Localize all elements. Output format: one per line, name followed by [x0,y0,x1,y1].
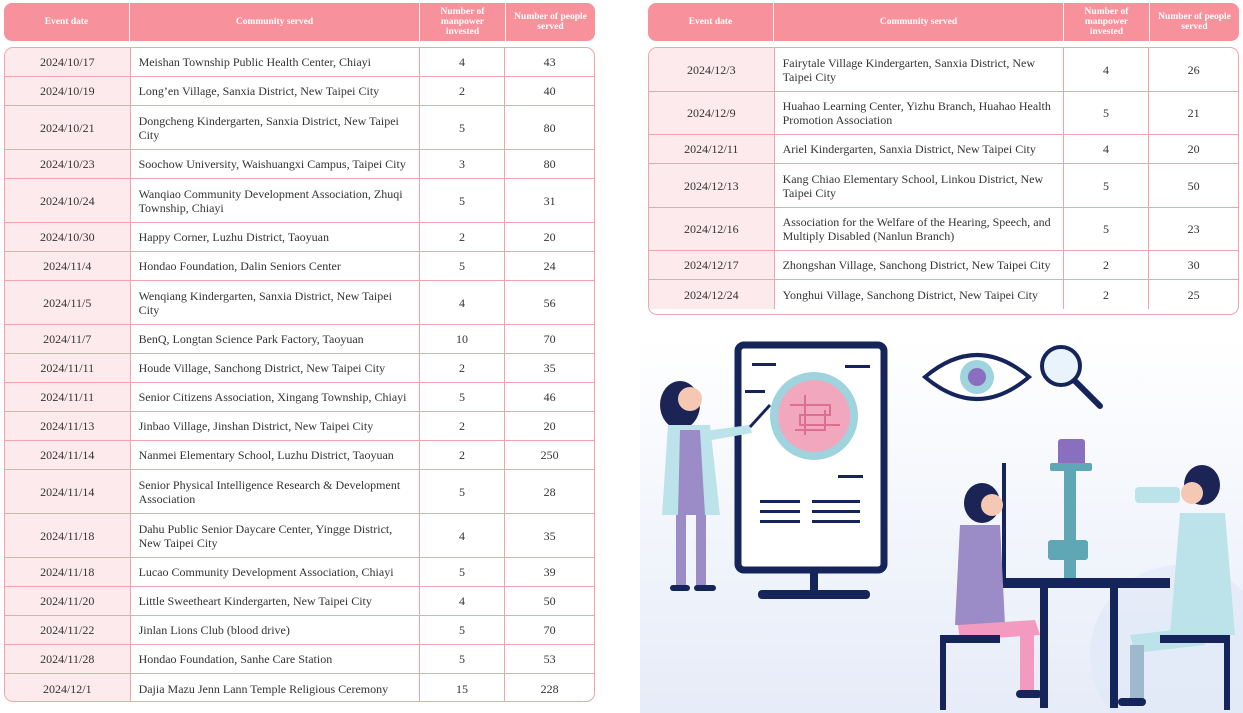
exam-table [990,578,1170,588]
table-row [5,223,594,252]
people-served-cell: 20 [543,419,556,433]
manpower-cell: 2 [1064,251,1150,279]
event-date-cell: 2024/10/21 [5,106,131,149]
right-table [648,3,1239,315]
event-date-cell: 2024/11/4 [5,252,131,280]
people-served-cell: 46 [543,390,556,404]
people-served-cell: 28 [543,484,556,499]
table-row [5,383,594,412]
community-cell: Wenqiang Kindergarten, Sanxia District, New Taipei City [131,281,420,324]
community-cell: Jinbao Village, Jinshan District, New Taipei City [131,412,420,440]
people-served-cell: 53 [543,652,556,666]
eye-exam-illustration [640,335,1243,713]
people-served-cell: 21 [1187,106,1200,120]
people-served-cell: 35 [543,528,556,543]
table-row [649,135,1238,164]
left-table-header [4,3,595,41]
table-row [5,77,594,106]
table-row [5,281,594,325]
event-date-cell: 2024/10/17 [5,48,131,76]
table-row [5,150,594,179]
people-served-cell: 70 [543,332,556,346]
manpower-cell: 4 [420,48,506,76]
table-row [5,514,594,558]
event-date-cell: 2024/11/28 [5,645,131,673]
header-people-served: Number of people served [514,12,587,32]
event-date-cell: 2024/11/11 [5,383,131,411]
event-date-cell: 2024/12/17 [649,251,775,279]
community-cell: Nanmei Elementary School, Luzhu District, Taoyuan [131,441,420,469]
community-cell: Kang Chiao Elementary School, Linkou District, New Taipei City [775,164,1064,207]
manpower-cell: 5 [1064,208,1150,250]
table-row [5,645,594,674]
table-row [5,441,594,470]
header-event-date: Event date [4,3,130,41]
manpower-cell: 4 [420,587,506,615]
people-served-cell: 35 [543,361,556,375]
community-cell: Lucao Community Development Association, Chiayi [131,558,420,586]
manpower-cell: 2 [1064,280,1150,309]
event-date-cell: 2024/12/9 [649,92,775,134]
people-served-cell: 70 [543,623,556,637]
community-cell: Wanqiao Community Development Association, Zhuqi Township, Chiayi [131,179,420,222]
manpower-cell: 2 [420,441,506,469]
table-row [649,164,1238,208]
community-cell: Little Sweetheart Kindergarten, New Taipei City [131,587,420,615]
people-served-cell: 20 [1187,142,1200,156]
table-row [5,252,594,281]
community-cell: Dajia Mazu Jenn Lann Temple Religious Ceremony [131,674,420,702]
table-row [5,470,594,514]
community-cell: Fairytale Village Kindergarten, Sanxia District, New Taipei City [775,48,1064,91]
left-table [4,3,595,703]
manpower-cell: 4 [420,281,506,324]
people-served-cell: 31 [543,193,556,208]
community-cell: Houde Village, Sanchong District, New Taipei City [131,354,420,382]
header-community-served: Community served [774,3,1064,41]
event-date-cell: 2024/11/18 [5,514,131,557]
header-people-served: Number of people served [1158,12,1231,32]
event-date-cell: 2024/12/11 [649,135,775,163]
table-row [649,280,1238,309]
manpower-cell: 2 [420,77,506,105]
manpower-cell: 2 [420,412,506,440]
community-cell: Jinlan Lions Club (blood drive) [131,616,420,644]
community-cell: Senior Citizens Association, Xingang Township, Chiayi [131,383,420,411]
community-cell: Dahu Public Senior Daycare Center, Yingge District, New Taipei City [131,514,420,557]
people-served-cell: 250 [540,448,559,462]
community-cell: Association for the Welfare of the Hearing, Speech, and Multiply Disabled (Nanlun Branch) [775,208,1064,250]
event-date-cell: 2024/11/22 [5,616,131,644]
community-cell: Hondao Foundation, Sanhe Care Station [131,645,420,673]
people-served-cell: 23 [1187,222,1200,236]
manpower-cell: 4 [420,514,506,557]
table-row [5,412,594,441]
people-served-cell: 50 [543,594,556,608]
event-date-cell: 2024/10/19 [5,77,131,105]
left-table-body [4,47,595,702]
people-served-cell: 228 [540,681,559,696]
community-cell: Meishan Township Public Health Center, Chiayi [131,48,420,76]
manpower-cell: 4 [1064,48,1150,91]
event-date-cell: 2024/12/3 [649,48,775,91]
community-cell: Zhongshan Village, Sanchong District, New Taipei City [775,251,1064,279]
community-cell: BenQ, Longtan Science Park Factory, Taoyuan [131,325,420,353]
event-date-cell: 2024/10/23 [5,150,131,178]
event-date-cell: 2024/11/7 [5,325,131,353]
right-table-body [648,47,1239,315]
community-cell: Yonghui Village, Sanchong District, New Taipei City [775,280,1064,309]
community-cell: Huahao Learning Center, Yizhu Branch, Huahao Health Promotion Association [775,92,1064,134]
event-date-cell: 2024/11/11 [5,354,131,382]
event-date-cell: 2024/11/14 [5,470,131,513]
table-row [649,208,1238,251]
table-row [649,251,1238,280]
table-row [5,48,594,77]
header-community-served: Community served [130,3,420,41]
people-served-cell: 56 [543,295,556,310]
manpower-cell: 5 [420,616,506,644]
table-row [649,48,1238,92]
header-manpower: Number of manpower invested [1064,3,1150,41]
people-served-cell: 39 [543,565,556,579]
manpower-cell: 10 [420,325,506,353]
manpower-cell: 5 [420,252,506,280]
community-cell: Long’en Village, Sanxia District, New Taipei City [131,77,420,105]
people-served-cell: 50 [1187,178,1200,193]
community-cell: Senior Physical Intelligence Research & Development Association [131,470,420,513]
event-date-cell: 2024/11/20 [5,587,131,615]
event-date-cell: 2024/10/30 [5,223,131,251]
table-row [5,616,594,645]
event-date-cell: 2024/11/13 [5,412,131,440]
people-served-cell: 80 [543,157,556,171]
people-served-cell: 25 [1187,287,1200,302]
table-row [5,354,594,383]
table-row [649,92,1238,135]
header-event-date: Event date [648,3,774,41]
event-date-cell: 2024/12/16 [649,208,775,250]
event-date-cell: 2024/10/24 [5,179,131,222]
manpower-cell: 5 [420,645,506,673]
people-served-cell: 40 [543,84,556,98]
community-cell: Soochow University, Waishuangxi Campus, Taipei City [131,150,420,178]
manpower-cell: 5 [420,179,506,222]
people-served-cell: 24 [543,259,556,273]
manpower-cell: 5 [1064,92,1150,134]
people-served-cell: 26 [1187,62,1200,77]
community-cell: Happy Corner, Luzhu District, Taoyuan [131,223,420,251]
manpower-cell: 5 [420,470,506,513]
community-cell: Hondao Foundation, Dalin Seniors Center [131,252,420,280]
event-date-cell: 2024/11/5 [5,281,131,324]
manpower-cell: 5 [420,558,506,586]
event-date-cell: 2024/12/13 [649,164,775,207]
manpower-cell: 5 [1064,164,1150,207]
people-served-cell: 80 [543,120,556,135]
event-date-cell: 2024/11/18 [5,558,131,586]
manpower-cell: 2 [420,223,506,251]
manpower-cell: 5 [420,383,506,411]
community-cell: Ariel Kindergarten, Sanxia District, New Taipei City [775,135,1064,163]
table-row [5,587,594,616]
manpower-cell: 4 [1064,135,1150,163]
event-date-cell: 2024/12/24 [649,280,775,309]
table-row [5,179,594,223]
manpower-cell: 2 [420,354,506,382]
people-served-cell: 20 [543,230,556,244]
manpower-cell: 5 [420,106,506,149]
people-served-cell: 30 [1187,258,1200,272]
monitor-icon [738,345,884,599]
table-row [5,325,594,354]
community-cell: Dongcheng Kindergarten, Sanxia District, New Taipei City [131,106,420,149]
event-date-cell: 2024/12/1 [5,674,131,702]
table-row [5,558,594,587]
manpower-cell: 15 [420,674,506,702]
header-manpower: Number of manpower invested [420,3,506,41]
event-date-cell: 2024/11/14 [5,441,131,469]
people-served-cell: 43 [543,55,556,69]
table-row [5,106,594,150]
manpower-cell: 3 [420,150,506,178]
right-table-header [648,3,1239,41]
table-row [5,674,594,702]
